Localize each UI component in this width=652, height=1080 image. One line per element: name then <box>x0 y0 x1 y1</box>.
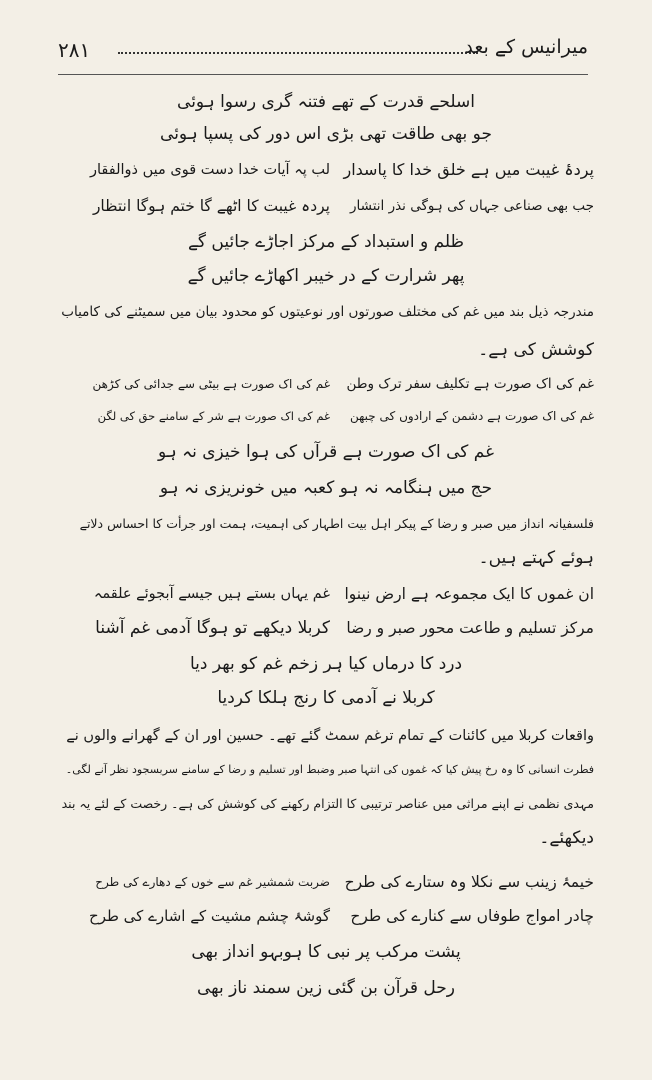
header-rule <box>58 74 588 75</box>
verse-hemistich-right: غم کی اک صورت ہے تکلیف سفر ترک وطن <box>346 376 594 392</box>
prose-line: کوشش کی ہے۔ <box>478 340 594 360</box>
verse-hemistich-left: پردہ غیبت کا اٹھے گا ختم ہوگا انتظار <box>92 197 330 215</box>
verse-line: درد کا درماں کیا ہر زخم غم کو بھر دیا <box>189 654 463 674</box>
verse-hemistich-right: مرکز تسلیم و طاعت محور صبر و رضا <box>346 619 594 637</box>
page-header <box>58 36 588 76</box>
prose-line: فطرت انسانی کا وہ رخ پیش کیا کہ غموں کی انتہا صبر وضبط اور تسلیم و رضا کے سامنے سربسجود نظر آنے لگی۔ <box>65 763 594 776</box>
verse-hemistich-left: ضربت شمشیر غم سے خوں کے دھارے کی طرح <box>95 875 330 889</box>
verse-line: پھر شرارت کے در خیبر اکھاڑے جائیں گے <box>187 266 465 286</box>
verse-hemistich-left: غم کی اک صورت ہے بیٹی سے جدائی کی کڑھن <box>92 377 330 391</box>
verse-hemistich-right: چادر امواج طوفاں سے کنارے کی طرح <box>350 907 594 925</box>
verse-hemistich-right: جب بھی صناعی جہاں کی ہوگی نذر انتشار <box>350 198 594 214</box>
verse-line: کربلا نے آدمی کا رنج ہلکا کردیا <box>217 688 435 708</box>
verse-hemistich-left: گوشۂ چشم مشیت کے اشارے کی طرح <box>89 907 330 925</box>
verse-hemistich-left: کربلا دیکھے تو ہوگا آدمی غم آشنا <box>95 618 330 638</box>
verse-hemistich-right: ان غموں کا ایک مجموعہ ہے ارض نینوا <box>344 585 594 603</box>
page-number: ۲۸۱ <box>58 38 91 62</box>
verse-hemistich-left: لب پہ آیات خدا دست قوی میں ذوالفقار <box>90 162 330 178</box>
verse-hemistich-right: غم کی اک صورت ہے دشمن کے ارادوں کی چبھن <box>350 409 594 423</box>
verse-line: رحل قرآن بن گئی زین سمند ناز بھی <box>196 978 456 998</box>
prose-line: مہدی نظمی نے اپنے مراثی میں عناصر ترتیبی کا التزام رکھنے کی کوشش کی ہے۔ رخصت کے لئے یہ بند <box>61 796 594 811</box>
verse-hemistich-right: پردۂ غیبت میں ہے خلق خدا کا پاسدار <box>343 160 594 179</box>
verse-hemistich-right: خیمۂ زینب سے نکلا وہ ستارے کی طرح <box>344 873 594 891</box>
prose-line: مندرجہ ذیل بند میں غم کی مختلف صورتوں اور نوعیتوں کو محدود بیان میں سمیٹنے کی کامیاب <box>61 304 594 320</box>
verse-line: ظلم و استبداد کے مرکز اجاڑے جائیں گے <box>187 232 465 252</box>
prose-line: دیکھئے۔ <box>539 828 594 848</box>
header-dotted-leader <box>118 52 478 54</box>
prose-line: فلسفیانہ انداز میں صبر و رضا کے پیکر اہل بیت اطہار کی اہمیت، ہمت اور جرأت کا احساس دلاتے <box>79 516 594 531</box>
prose-line: واقعات کربلا میں کائنات کے تمام ترغم سمٹ گئے تھے۔ حسین اور ان کے گھرانے والوں نے <box>66 728 594 744</box>
running-title: میرانیس کے بعد <box>464 36 588 58</box>
verse-line: غم کی اک صورت ہے قرآں کی ہوا خیزی نہ ہو <box>158 442 494 462</box>
prose-line: ہوئے کہتے ہیں۔ <box>478 548 594 568</box>
verse-hemistich-left: غم کی اک صورت ہے شر کے سامنے حق کی لگن <box>97 409 330 423</box>
verse-line: اسلحے قدرت کے تھے فتنہ گری رسوا ہوئی <box>177 92 475 112</box>
verse-line: جو بھی طاقت تھی بڑی اس دور کی پسپا ہوئی <box>160 124 492 144</box>
verse-hemistich-left: غم یہاں بستے ہیں جیسے آبجوئے علقمہ <box>93 586 330 602</box>
verse-line: پشت مرکب پر نبی کا ہوبہو انداز بھی <box>191 942 461 962</box>
verse-line: حج میں ہنگامہ نہ ہو کعبہ میں خونریزی نہ ہو <box>159 478 493 498</box>
